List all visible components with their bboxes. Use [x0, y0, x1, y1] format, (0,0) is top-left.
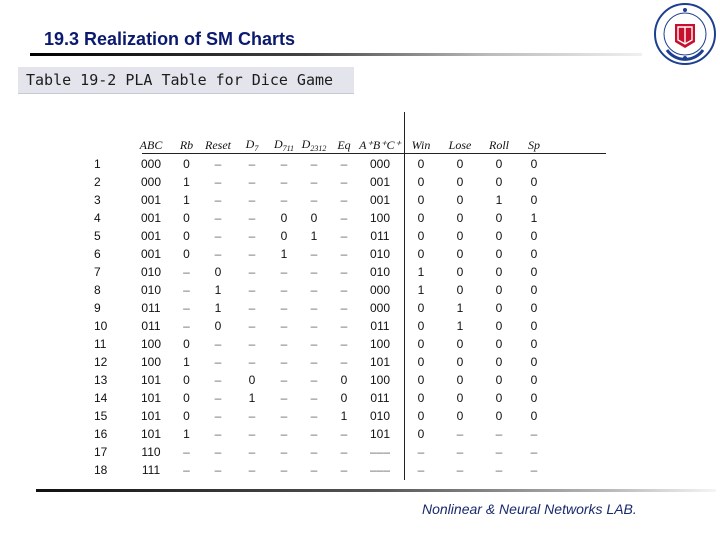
- cell-abc: 010: [140, 283, 162, 297]
- cell-d2312: –: [310, 463, 318, 477]
- cell-rb: 0: [183, 211, 190, 225]
- cell-eq: –: [340, 157, 348, 171]
- cell-d7: 1: [248, 391, 256, 405]
- cell-next-state: 001: [369, 193, 391, 207]
- cell-rb: –: [183, 319, 190, 333]
- cell-lose: 0: [456, 265, 464, 279]
- university-logo: [653, 2, 717, 66]
- cell-eq: 1: [340, 409, 348, 423]
- cell-row-number: 15: [94, 409, 108, 423]
- cell-rb: –: [183, 283, 190, 297]
- table-row: [86, 191, 549, 209]
- cell-eq: –: [340, 175, 348, 189]
- cell-d711: –: [280, 265, 288, 279]
- cell-next-state: 000: [369, 157, 391, 171]
- cell-roll: 0: [495, 175, 503, 189]
- cell-win: 0: [417, 211, 425, 225]
- cell-abc: 011: [141, 301, 161, 315]
- cell-reset: 0: [214, 319, 222, 333]
- cell-win: 0: [417, 391, 425, 405]
- cell-next-state: 001: [369, 175, 391, 189]
- cell-row-number: 4: [94, 211, 101, 225]
- cell-abc: 000: [140, 157, 162, 171]
- cell-row-number: 11: [94, 337, 107, 351]
- cell-row-number: 3: [94, 193, 101, 207]
- cell-lose: –: [456, 445, 464, 459]
- cell-d711: –: [280, 409, 288, 423]
- table-row: [86, 407, 549, 425]
- cell-d7: –: [248, 193, 256, 207]
- cell-d2312: –: [310, 391, 318, 405]
- table-row: [86, 335, 549, 353]
- cell-roll: 0: [495, 157, 503, 171]
- cell-row-number: 7: [94, 265, 101, 279]
- cell-row-number: 18: [94, 463, 108, 477]
- cell-abc: 101: [140, 427, 162, 441]
- cell-next-state: 100: [369, 337, 391, 351]
- cell-d2312: 1: [310, 229, 318, 243]
- table-row: [86, 461, 549, 479]
- cell-row-number: 5: [94, 229, 101, 243]
- cell-d7: –: [248, 283, 256, 297]
- cell-row-number: 13: [94, 373, 108, 387]
- cell-d7: –: [248, 157, 256, 171]
- cell-reset: 1: [214, 283, 222, 297]
- cell-d7: –: [248, 265, 256, 279]
- cell-d711: –: [280, 463, 288, 477]
- cell-d2312: –: [310, 409, 318, 423]
- table-row: [86, 425, 549, 443]
- cell-reset: –: [214, 427, 222, 441]
- cell-next-state: 100: [369, 211, 391, 225]
- cell-sp: 0: [530, 229, 538, 243]
- cell-rb: 1: [183, 427, 190, 441]
- cell-sp: 0: [530, 337, 538, 351]
- cell-sp: –: [530, 427, 538, 441]
- cell-d7: –: [248, 229, 256, 243]
- cell-next-state: 000: [369, 301, 391, 315]
- cell-lose: –: [456, 427, 464, 441]
- cell-win: 0: [417, 355, 425, 369]
- cell-next-state: –––: [369, 463, 391, 477]
- cell-d2312: –: [310, 355, 318, 369]
- cell-eq: –: [340, 247, 348, 261]
- cell-abc: 100: [140, 337, 162, 351]
- cell-next-state: 011: [370, 391, 390, 405]
- cell-d2312: –: [310, 175, 318, 189]
- cell-next-state: 101: [369, 355, 391, 369]
- cell-d711: –: [280, 391, 288, 405]
- cell-d7: –: [248, 355, 256, 369]
- cell-roll: –: [495, 445, 503, 459]
- cell-sp: 0: [530, 175, 538, 189]
- cell-win: 0: [417, 229, 425, 243]
- cell-roll: 0: [495, 211, 503, 225]
- cell-d711: –: [280, 427, 288, 441]
- pla-table: [86, 135, 549, 479]
- cell-win: 0: [417, 193, 425, 207]
- cell-d7: 0: [248, 373, 256, 387]
- cell-lose: 0: [456, 193, 464, 207]
- cell-row-number: 2: [94, 175, 101, 189]
- cell-row-number: 12: [94, 355, 108, 369]
- cell-win: 0: [417, 175, 425, 189]
- cell-win: 0: [417, 157, 425, 171]
- cell-rb: 0: [183, 409, 190, 423]
- cell-eq: –: [340, 355, 348, 369]
- cell-lose: 0: [456, 391, 464, 405]
- cell-eq: –: [340, 283, 348, 297]
- cell-lose: –: [456, 463, 464, 477]
- cell-d711: –: [280, 283, 288, 297]
- cell-win: 1: [417, 265, 425, 279]
- cell-d2312: –: [310, 445, 318, 459]
- cell-abc: 101: [140, 391, 162, 405]
- cell-abc: 100: [140, 355, 162, 369]
- cell-eq: –: [340, 445, 348, 459]
- cell-d7: –: [248, 409, 256, 423]
- header-d711: $D_{711}$: [273, 137, 295, 153]
- cell-roll: 0: [495, 391, 503, 405]
- cell-row-number: 14: [94, 391, 108, 405]
- table-header-row: [86, 135, 549, 155]
- cell-d711: –: [280, 373, 288, 387]
- cell-d711: 1: [280, 247, 288, 261]
- cell-roll: 0: [495, 337, 503, 351]
- cell-d7: –: [248, 337, 256, 351]
- table-row: [86, 227, 549, 245]
- cell-row-number: 6: [94, 247, 101, 261]
- cell-eq: –: [340, 463, 348, 477]
- cell-sp: 0: [530, 409, 538, 423]
- cell-rb: 1: [183, 175, 190, 189]
- cell-win: –: [417, 445, 425, 459]
- cell-d7: –: [248, 175, 256, 189]
- cell-sp: 0: [530, 247, 538, 261]
- cell-rb: –: [183, 265, 190, 279]
- cell-lose: 0: [456, 247, 464, 261]
- cell-d2312: –: [310, 373, 318, 387]
- cell-d2312: –: [310, 157, 318, 171]
- cell-reset: –: [214, 229, 222, 243]
- table-row: [86, 281, 549, 299]
- cell-roll: 1: [495, 193, 503, 207]
- cell-abc: 101: [140, 373, 162, 387]
- table-row: [86, 317, 549, 335]
- cell-roll: 0: [495, 265, 503, 279]
- cell-lose: 0: [456, 409, 464, 423]
- cell-d2312: –: [310, 193, 318, 207]
- table-row: [86, 443, 549, 461]
- cell-reset: –: [214, 337, 222, 351]
- cell-lose: 0: [456, 337, 464, 351]
- header-d2312: $D_{2312}$: [301, 137, 327, 153]
- cell-d711: –: [280, 445, 288, 459]
- cell-roll: 0: [495, 373, 503, 387]
- cell-sp: 0: [530, 319, 538, 333]
- cell-d711: –: [280, 175, 288, 189]
- cell-abc: 101: [140, 409, 162, 423]
- cell-roll: 0: [495, 301, 503, 315]
- cell-reset: –: [214, 463, 222, 477]
- cell-d7: –: [248, 301, 256, 315]
- cell-eq: 0: [340, 373, 348, 387]
- cell-reset: –: [214, 355, 222, 369]
- header-abc: ABC: [139, 137, 163, 152]
- cell-d2312: –: [310, 265, 318, 279]
- cell-rb: –: [183, 301, 190, 315]
- footer-divider: [36, 489, 716, 492]
- cell-sp: –: [530, 445, 538, 459]
- cell-win: 0: [417, 247, 425, 261]
- table-row: [86, 173, 549, 191]
- cell-win: 0: [417, 301, 425, 315]
- cell-d2312: 0: [310, 211, 318, 225]
- cell-sp: –: [530, 463, 538, 477]
- cell-rb: 1: [183, 355, 190, 369]
- cell-rb: 0: [183, 391, 190, 405]
- cell-sp: 0: [530, 391, 538, 405]
- cell-reset: –: [214, 211, 222, 225]
- cell-reset: –: [214, 193, 222, 207]
- cell-next-state: –––: [369, 445, 391, 459]
- cell-next-state: 101: [369, 427, 391, 441]
- cell-abc: 001: [140, 247, 162, 261]
- cell-next-state: 100: [369, 373, 391, 387]
- cell-reset: –: [214, 157, 222, 171]
- cell-row-number: 10: [94, 319, 108, 333]
- cell-eq: –: [340, 211, 348, 225]
- cell-sp: 1: [530, 211, 538, 225]
- cell-rb: 0: [183, 247, 190, 261]
- cell-sp: 0: [530, 301, 538, 315]
- cell-d7: –: [248, 427, 256, 441]
- cell-abc: 001: [140, 229, 162, 243]
- cell-sp: 0: [530, 355, 538, 369]
- cell-d7: –: [248, 319, 256, 333]
- cell-d2312: –: [310, 247, 318, 261]
- cell-d2312: –: [310, 427, 318, 441]
- header-sp: Sp: [528, 137, 540, 152]
- header-row-number: [86, 135, 130, 155]
- header-roll: Roll: [489, 137, 509, 152]
- header-rb: Rb: [179, 137, 194, 152]
- table-row: [86, 155, 549, 173]
- cell-abc: 011: [141, 319, 161, 333]
- cell-sp: 0: [530, 265, 538, 279]
- cell-lose: 1: [456, 301, 464, 315]
- cell-sp: 0: [530, 157, 538, 171]
- cell-abc: 110: [141, 445, 161, 459]
- table-row: [86, 389, 549, 407]
- cell-abc: 010: [140, 265, 162, 279]
- cell-roll: 0: [495, 247, 503, 261]
- cell-win: 0: [417, 319, 425, 333]
- table-row: [86, 299, 549, 317]
- cell-eq: –: [340, 319, 348, 333]
- cell-eq: –: [340, 265, 348, 279]
- cell-d7: –: [248, 211, 256, 225]
- cell-next-state: 010: [369, 409, 391, 423]
- cell-reset: –: [214, 175, 222, 189]
- cell-row-number: 9: [94, 301, 101, 315]
- cell-d2312: –: [310, 283, 318, 297]
- cell-eq: –: [340, 229, 348, 243]
- cell-rb: 0: [183, 337, 190, 351]
- cell-rb: 0: [183, 373, 190, 387]
- header-reset: Reset: [205, 137, 231, 152]
- cell-eq: 0: [340, 391, 348, 405]
- header-eq: Eq: [337, 137, 351, 152]
- cell-eq: –: [340, 193, 348, 207]
- title-divider: [30, 53, 642, 56]
- cell-roll: 0: [495, 409, 503, 423]
- cell-row-number: 8: [94, 283, 101, 297]
- pla-table-body: [86, 155, 549, 479]
- cell-rb: –: [183, 445, 190, 459]
- cell-abc: 000: [140, 175, 162, 189]
- cell-next-state: 011: [370, 319, 390, 333]
- cell-win: 0: [417, 427, 425, 441]
- cell-roll: 0: [495, 283, 503, 297]
- cell-eq: –: [340, 337, 348, 351]
- cell-d711: 0: [280, 211, 288, 225]
- cell-roll: 0: [495, 355, 503, 369]
- cell-row-number: 16: [94, 427, 108, 441]
- cell-lose: 0: [456, 211, 464, 225]
- cell-rb: –: [183, 463, 190, 477]
- cell-roll: –: [495, 427, 503, 441]
- cell-d711: –: [280, 319, 288, 333]
- cell-win: –: [417, 463, 425, 477]
- cell-sp: 0: [530, 283, 538, 297]
- cell-d711: –: [280, 193, 288, 207]
- cell-d2312: –: [310, 319, 318, 333]
- cell-d711: –: [280, 301, 288, 315]
- cell-abc: 001: [140, 193, 162, 207]
- cell-d7: –: [248, 445, 256, 459]
- cell-lose: 1: [456, 319, 464, 333]
- cell-abc: 001: [140, 211, 162, 225]
- cell-d711: –: [280, 337, 288, 351]
- cell-abc: 111: [141, 463, 161, 477]
- cell-d711: 0: [280, 229, 288, 243]
- table-row: [86, 263, 549, 281]
- header-win: Win: [411, 137, 431, 152]
- cell-win: 0: [417, 337, 425, 351]
- cell-reset: –: [214, 409, 222, 423]
- cell-next-state: 011: [370, 229, 390, 243]
- slide-title: 19.3 Realization of SM Charts: [44, 29, 296, 49]
- cell-d7: –: [248, 463, 256, 477]
- cell-reset: 0: [214, 265, 222, 279]
- cell-d2312: –: [310, 301, 318, 315]
- cell-next-state: 010: [369, 247, 391, 261]
- cell-win: 0: [417, 373, 425, 387]
- cell-next-state: 000: [369, 283, 391, 297]
- cell-lose: 0: [456, 229, 464, 243]
- cell-next-state: 010: [369, 265, 391, 279]
- header-lose: Lose: [448, 137, 472, 152]
- cell-d711: –: [280, 157, 288, 171]
- cell-lose: 0: [456, 283, 464, 297]
- table-row: [86, 245, 549, 263]
- cell-eq: –: [340, 427, 348, 441]
- cell-reset: –: [214, 445, 222, 459]
- cell-reset: –: [214, 391, 222, 405]
- cell-reset: –: [214, 373, 222, 387]
- cell-sp: 0: [530, 193, 538, 207]
- cell-reset: 1: [214, 301, 222, 315]
- table-caption: Table 19-2 PLA Table for Dice Game: [18, 67, 354, 94]
- table-row: [86, 371, 549, 389]
- cell-rb: 1: [183, 193, 190, 207]
- cell-sp: 0: [530, 373, 538, 387]
- table-row: [86, 353, 549, 371]
- cell-d2312: –: [310, 337, 318, 351]
- cell-lose: 0: [456, 355, 464, 369]
- header-d7: $D_7$: [245, 137, 259, 153]
- table-row: [86, 209, 549, 227]
- cell-roll: 0: [495, 319, 503, 333]
- cell-row-number: 17: [94, 445, 108, 459]
- cell-row-number: 1: [94, 157, 101, 171]
- lab-name: Nonlinear & Neural Networks LAB.: [422, 501, 637, 517]
- header-next-state: A⁺B⁺C⁺: [359, 137, 401, 152]
- cell-rb: 0: [183, 157, 190, 171]
- cell-rb: 0: [183, 229, 190, 243]
- cell-d7: –: [248, 247, 256, 261]
- cell-reset: –: [214, 247, 222, 261]
- cell-lose: 0: [456, 373, 464, 387]
- cell-d711: –: [280, 355, 288, 369]
- cell-lose: 0: [456, 175, 464, 189]
- cell-eq: –: [340, 301, 348, 315]
- cell-lose: 0: [456, 157, 464, 171]
- cell-roll: 0: [495, 229, 503, 243]
- cell-win: 0: [417, 409, 425, 423]
- cell-win: 1: [417, 283, 425, 297]
- cell-roll: –: [495, 463, 503, 477]
